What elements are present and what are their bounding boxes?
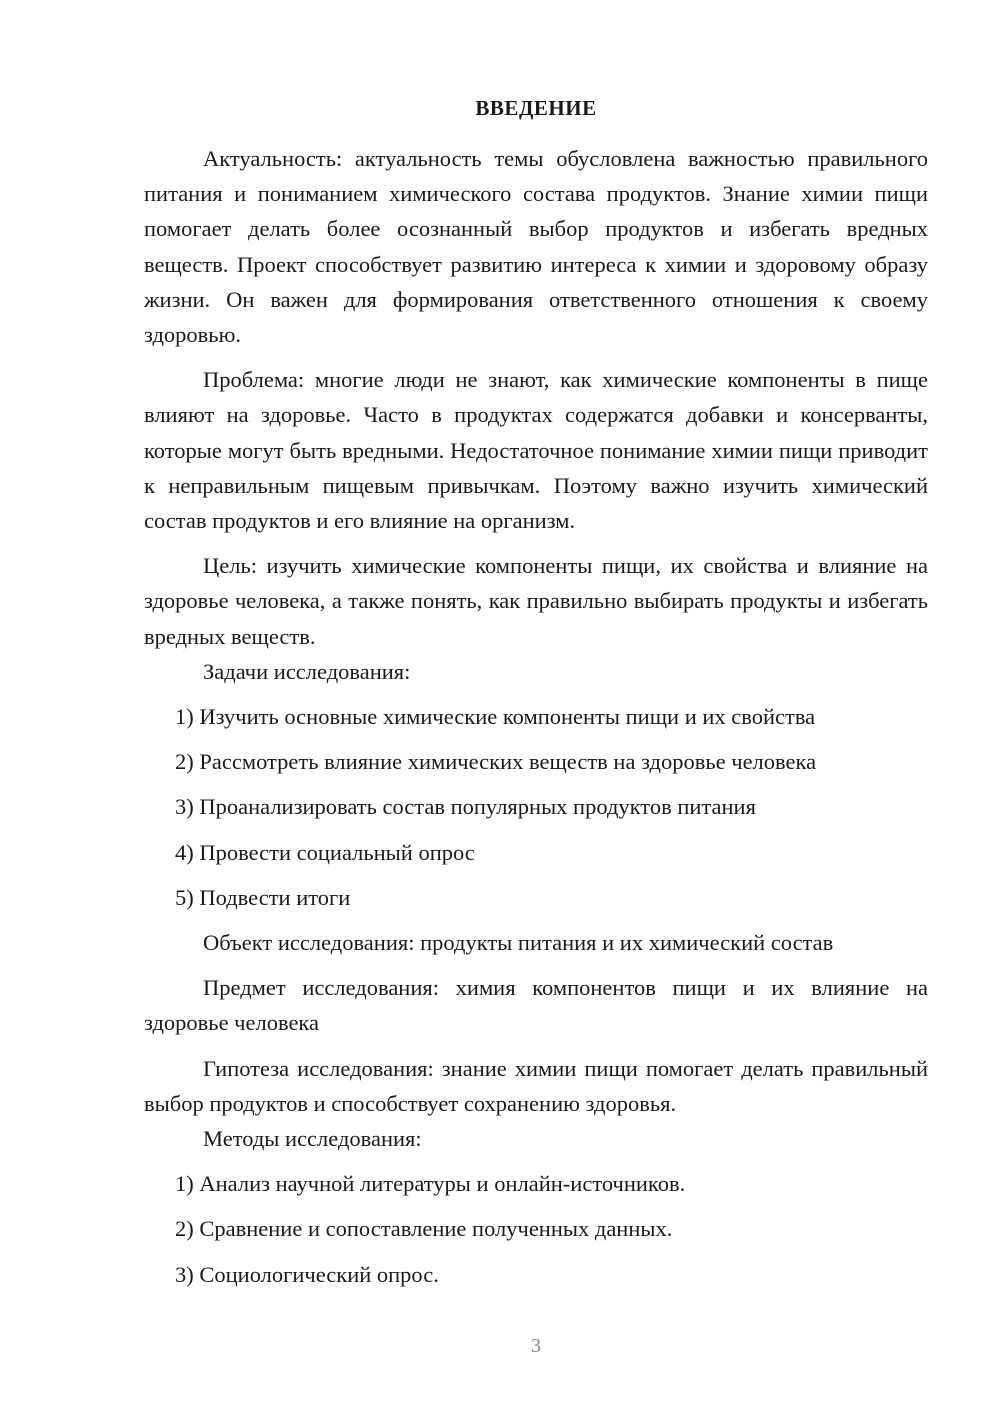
page-number: 3	[531, 1335, 541, 1357]
document-body	[144, 141, 928, 1292]
task-item-3: 3) Проанализировать состав популярных продуктов питания	[175, 794, 756, 820]
paragraph-relevance: Актуальность: актуальность темы обусловлена важностью правильного питания и пониманием химического состава продуктов. Знание химии пищи помогает делать более осознанный выбор продуктов и избегать вредных веществ. Проект способствует развитию интереса к химии и здоровому образу жизни. Он важен для формирования ответственного отношения к своему здоровью.	[144, 146, 928, 348]
methods-title: Методы исследования:	[203, 1126, 422, 1152]
method-item-2: 2) Сравнение и сопоставление полученных данных.	[175, 1216, 673, 1242]
paragraph-goal: Цель: изучить химические компоненты пищи, их свойства и влияние на здоровье человека, а также понять, как правильно выбирать продукты и избегать вредных веществ.	[144, 553, 928, 649]
paragraph-subject: Предмет исследования: химия компонентов пищи и их влияние на здоровье человека	[144, 975, 928, 1036]
page-title: ВВЕДЕНИЕ	[475, 96, 597, 120]
method-item-3: 3) Социологический опрос.	[175, 1261, 439, 1287]
paragraph-hypothesis: Гипотеза исследования: знание химии пищи помогает делать правильный выбор продуктов и способствует сохранению здоровья.	[144, 1055, 928, 1116]
task-item-1: 1) Изучить основные химические компоненты пищи и их свойства	[175, 704, 816, 730]
paragraph-object: Объект исследования: продукты питания и их химический состав	[203, 930, 834, 956]
method-item-1: 1) Анализ научной литературы и онлайн-источников.	[175, 1171, 686, 1197]
task-item-2: 2) Рассмотреть влияние химических веществ на здоровье человека	[175, 749, 817, 775]
task-item-5: 5) Подвести итоги	[175, 884, 351, 910]
task-item-4: 4) Провести социальный опрос	[175, 839, 475, 865]
paragraph-problem: Проблема: многие люди не знают, как химические компоненты в пище влияют на здоровье. Часто в продуктах содержатся добавки и консерванты, которые могут быть вредными. Недостаточное понимание химии пищи приводит к неправильным пищевым привычкам. Поэтому важно изучить химический состав продуктов и его влияние на организм.	[144, 367, 928, 534]
tasks-title: Задачи исследования:	[203, 658, 411, 684]
